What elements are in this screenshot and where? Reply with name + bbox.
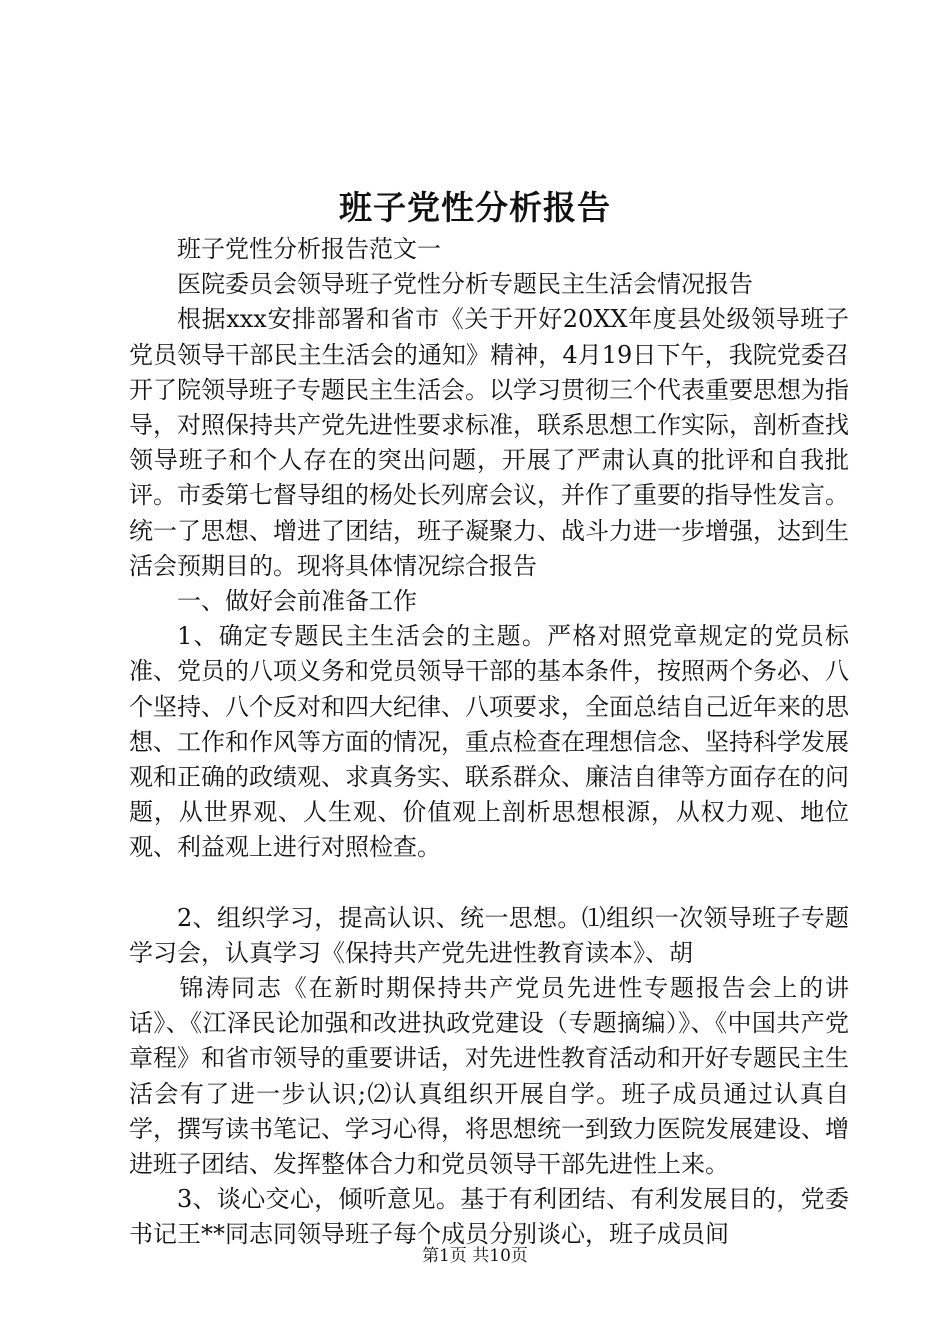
paragraph-item-2-continued: 锦涛同志《在新时期保持共产党员先进性专题报告会上的讲话》、《江泽民论加强和改进执政党建设（专题摘编）》、《中国共产党章程》和省市领导的重要讲话，对先进性教育活动和开好专题民主生活会有了进一步认识;⑵认真组织开展自学。班子成员通过认真自学，撰写读书笔记、学习心得，将思想统一到致力医院发展建设、增进班子团结、发挥整体合力和党员领导干部先进性上来。 <box>129 974 849 1179</box>
paragraph-report-title: 医院委员会领导班子党性分析专题民主生活会情况报告 <box>177 270 753 299</box>
page-number-footer: 第1页 共10页 <box>422 1246 528 1266</box>
paragraph-item-1: 1、确定专题民主生活会的主题。严格对照党章规定的党员标准、党员的八项义务和党员领导干部的基本条件，按照两个务必、八个坚持、八个反对和四大纪律、八项要求，全面总结自己近年来的思想、工作和作风等方面的情况，重点检查在理想信念、坚持科学发展观和正确的政绩观、求真务实、联系群众、廉洁自律等方面存在的问题，从世界观、人生观、价值观上剖析思想根源，从权力观、地位观、利益观上进行对照检查。 <box>129 622 849 862</box>
paragraph-intro: 根据xxx安排部署和省市《关于开好20XX年度县处级领导班子党员领导干部民主生活会的通知》精神，4月19日下午，我院党委召开了院领导班子专题民主生活会。以学习贯彻三个代表重要思想为指导，对照保持共产党先进性要求标准，联系思想工作实际，剖析查找领导班子和个人存在的突出问题，开展了严肃认真的批评和自我批评。市委第七督导组的杨处长列席会议，并作了重要的指导性发言。统一了思想、增进了团结，班子凝聚力、战斗力进一步增强，达到生活会预期目的。现将具体情况综合报告 <box>129 305 849 580</box>
paragraph-item-3: 3、谈心交心，倾听意见。基于有利团结、有利发展目的，党委书记王**同志同领导班子每个成员分别谈心，班子成员间 <box>129 1185 849 1249</box>
section-heading: 一、做好会前准备工作 <box>177 587 417 616</box>
paragraph-subtitle: 班子党性分析报告范文一 <box>177 235 441 263</box>
document-body <box>129 232 849 1253</box>
paragraph-item-2: 2、组织学习，提高认识、统一思想。⑴组织一次领导班子专题学习会，认真学习《保持共产党先进性教育读本》、胡 <box>129 903 849 967</box>
document-title: 班子党性分析报告 <box>339 188 611 227</box>
